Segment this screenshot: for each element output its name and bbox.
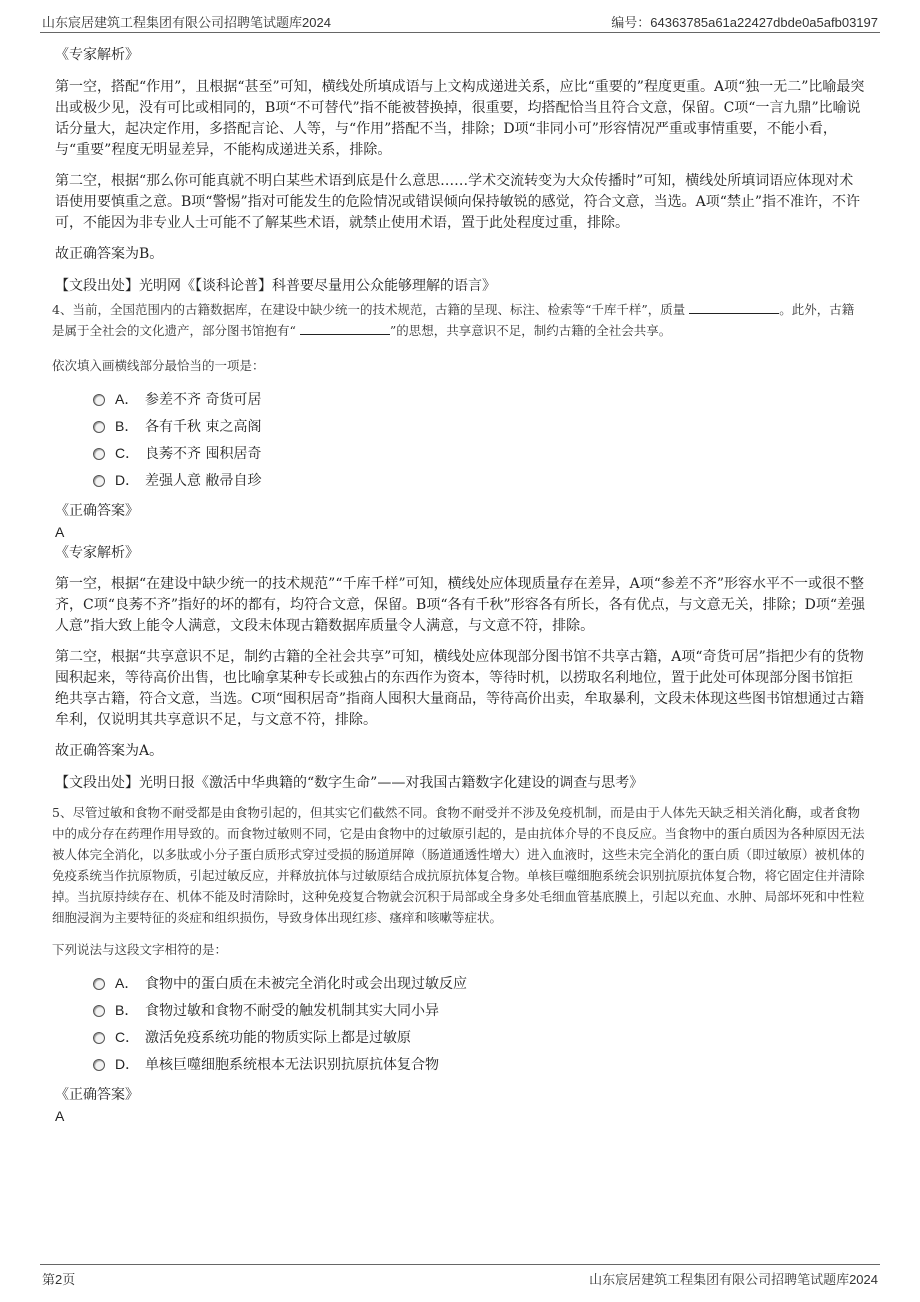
radio-icon[interactable]: [93, 394, 105, 406]
expert-analysis-label: 《专家解析》: [55, 47, 139, 63]
header-serial-number: 编号：64363785a61a22427dbde0a5afb03197: [611, 15, 878, 30]
correct-answer-value: A: [55, 1108, 65, 1124]
page-header: [40, 10, 880, 33]
analysis-paragraph-2: 第二空，根据“共享意识不足，制约古籍的全社会共享”可知，横线处应体现部分图书馆不共享古籍，A项“奇货可居”指把少有的货物囤积起来，等待高价出售，也比喻拿某种专长或独占的东西作为资本，等待时机，以捞取名利地位，置于此处可体现部分图书馆拒绝共享古籍，符合文意，当选。C项“囤积居奇”指商人囤积大量商品，等待高价出卖，牟取暴利，文段未体现这些图书馆想通过古籍牟利，仅说明其共享意识不足，与文意不符，排除。: [55, 649, 865, 728]
fill-blank-1: [689, 301, 779, 314]
radio-icon[interactable]: [93, 1059, 105, 1071]
radio-icon[interactable]: [93, 978, 105, 990]
question-stem: 4、当前，全国范围内的古籍数据库，在建设中缺少统一的技术规范，古籍的呈现、标注、检索等“千库千样”，质量 。此外，古籍是属于全社会的文化遗产，部分图书馆抱有“ ”的思想，共享意识不足，制约古籍的全社会共享。: [52, 302, 855, 338]
analysis-paragraph-1: 第一空，根据“在建设中缺少统一的技术规范”“千库千样”可知，横线处应体现质量存在差异，A项“参差不齐”形容水平不一或很不整齐，C项“良莠不齐”指好的坏的都有，均符合文意，保留。B项“各有千秋”形容各有所长，各有优点，与文意无关，排除；D项“差强人意”指大致上能令人满意，文段未体现古籍数据库质量令人满意，与文意不符，排除。: [55, 576, 866, 634]
question-prompt: 下列说法与这段文字相符的是：: [52, 942, 228, 957]
document-body: [52, 44, 866, 1126]
option-a[interactable]: A． 参差不齐 奇货可居: [55, 386, 865, 413]
question-3-analysis: [55, 44, 865, 297]
option-d[interactable]: D． 差强人意 敝帚自珍: [55, 467, 865, 494]
option-c[interactable]: C． 良莠不齐 囤积居奇: [55, 440, 865, 467]
radio-icon[interactable]: [93, 475, 105, 487]
option-c[interactable]: C． 激活免疫系统功能的物质实际上都是过敏原: [55, 1024, 865, 1051]
option-b[interactable]: B． 各有千秋 束之高阁: [55, 413, 865, 440]
question-stem: 5、尽管过敏和食物不耐受都是由食物引起的，但其实它们截然不同。食物不耐受并不涉及免疫机制，而是由于人体先天缺乏相关消化酶，或者食物中的成分存在药理作用导致的。而食物过敏则不同，它是由食物中的过敏原引起的，是由抗体介导的不良反应。当食物中的蛋白质因为各种原因无法被人体完全消化，以多肽或小分子蛋白质形式穿过受损的肠道屏障（肠道通透性增大）进入血液时，这些未完全消化的蛋白质（即过敏原）被机体的免疫系统当作抗原物质，引起过敏反应，并释放抗体与过敏原结合成抗原抗体复合物。单核巨噬细胞系统会识别抗原抗体复合物，将它固定住并清除掉。当抗原持续存在、机体不能及时清除时，这种免疫复合物就会沉积于局部或全身多处毛细血管基底膜上，引起以充血、水肿、局部坏死和中性粒细胞浸润为主要特征的炎症和组织损伤，导致身体出现红疹、瘙痒和咳嗽等症状。: [52, 805, 865, 925]
radio-icon[interactable]: [93, 448, 105, 460]
footer-title: 山东宸居建筑工程集团有限公司招聘笔试题库2024: [589, 1272, 878, 1287]
analysis-paragraph-2: 第二空，根据“那么你可能真就不明白某些术语到底是什么意思……学术交流转变为大众传播时”可知，横线处所填词语应体现对术语使用要慎重之意。B项“警惕”指对可能发生的危险情况或错误倾向保持敏锐的感觉，符合文意，当选。A项“禁止”指不准许，不许可，不能因为非专业人士可能不了解某些术语，就禁止使用术语，置于此处程度过重，排除。: [55, 173, 861, 231]
question-4: [52, 299, 866, 794]
question-5: [52, 802, 865, 1126]
source-citation: 【文段出处】光明日报《激活中华典籍的“数字生命”——对我国古籍数字化建设的调查与思考》: [55, 775, 644, 791]
option-d[interactable]: D． 单核巨噬细胞系统根本无法识别抗原抗体复合物: [55, 1051, 865, 1078]
correct-answer-label: 《正确答案》: [55, 1087, 139, 1103]
radio-icon[interactable]: [93, 421, 105, 433]
question-prompt: 依次填入画横线部分最恰当的一项是：: [52, 358, 265, 373]
radio-icon[interactable]: [93, 1032, 105, 1044]
option-b[interactable]: B． 食物过敏和食物不耐受的触发机制其实大同小异: [55, 997, 865, 1024]
header-title: 山东宸居建筑工程集团有限公司招聘笔试题库2024: [42, 15, 331, 30]
fill-blank-2: [300, 322, 390, 335]
analysis-paragraph-1: 第一空，搭配“作用”，且根据“甚至”可知，横线处所填成语与上文构成递进关系，应比“重要的”程度更重。A项“独一无二”比喻最突出或极少见，没有可比或相同的，B项“不可替代”指不能被替换掉，很重要，均搭配恰当且符合文意，保留。C项“一言九鼎”比喻说话分量大，起决定作用，多搭配言论、人等，与“作用”搭配不当，排除；D项“非同小可”形容情况严重或事情重要，不能小看，与“重要”程度无明显差异，不能构成递进关系，排除。: [55, 79, 865, 158]
option-a[interactable]: A． 食物中的蛋白质在未被完全消化时或会出现过敏反应: [55, 970, 865, 997]
radio-icon[interactable]: [93, 1005, 105, 1017]
option-list: [55, 970, 865, 1078]
correct-answer-value: A: [55, 524, 65, 540]
answer-conclusion: 故正确答案为B。: [55, 246, 164, 262]
expert-analysis-label: 《专家解析》: [55, 545, 139, 561]
option-list: [55, 386, 865, 494]
source-citation: 【文段出处】光明网《【谈科论普】科普要尽量用公众能够理解的语言》: [55, 278, 496, 294]
page-number: 第2页: [42, 1272, 76, 1287]
page-footer: [40, 1264, 880, 1287]
answer-conclusion: 故正确答案为A。: [55, 743, 164, 759]
correct-answer-label: 《正确答案》: [55, 503, 139, 519]
